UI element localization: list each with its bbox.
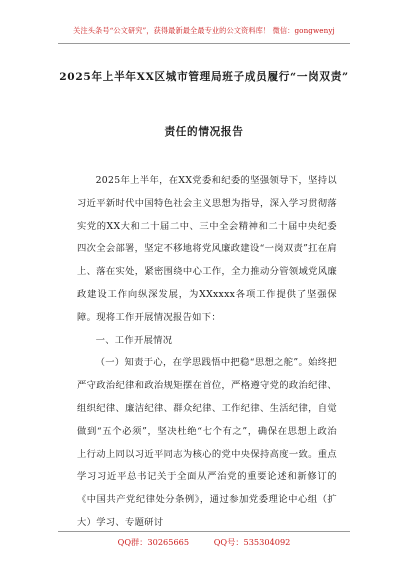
footer-divider <box>58 531 350 532</box>
qq-group-number: QQ群：30265665 <box>117 537 190 547</box>
qq-number: QQ号：535304092 <box>213 537 291 547</box>
header-divider <box>58 43 350 44</box>
document-title: 2025年上半年XX区城市管理局班子成员履行“一岗双责” <box>59 71 349 83</box>
section-heading: 一、工作开展情况 <box>95 334 173 346</box>
section-paragraph: （一）知责于心，在学思践悟中把稳“思想之舵”。始终把严守政治纪律和政治规矩摆在首位，严格遵守党的政治纪律、组织纪律、廉洁纪律、群众纪律、工作纪律、生活纪律，自觉做到“五个必须”，坚决杜绝“七个有之”，确保在思想上政治上行动上同以习近平同志为核心的党中央保持高度一致。重点学习习近平总书记关于全面从严治党的重要论述和新修订的《中国共产党纪律处分条例》，通过参加党委理论中心组（扩大）学习、专题研讨 <box>77 357 337 528</box>
intro-paragraph: 2025年上半年，在XX党委和纪委的坚强领导下，坚持以习近平新时代中国特色社会主义思想为指导，深入学习贯彻落实党的XX大和二十届二中、三中全会精神和二十届中央纪委四次全会部署，坚定不移地将党风廉政建设“一岗双责”扛在肩上、落在实处，紧密围绕中心工作，全力推动分管领域党风廉政建设工作向纵深发展，为XXxxxx各项工作提供了坚强保障。现将工作开展情况报告如下： <box>77 175 337 323</box>
footer-contacts <box>0 537 408 548</box>
header-banner: 关注头条号“公文研究”，获得最新最全最专业的公文资料库！ 微信：gongwenyj <box>73 26 335 35</box>
document-body <box>77 170 337 535</box>
document-title-continued: 责任的情况报告 <box>164 126 244 138</box>
